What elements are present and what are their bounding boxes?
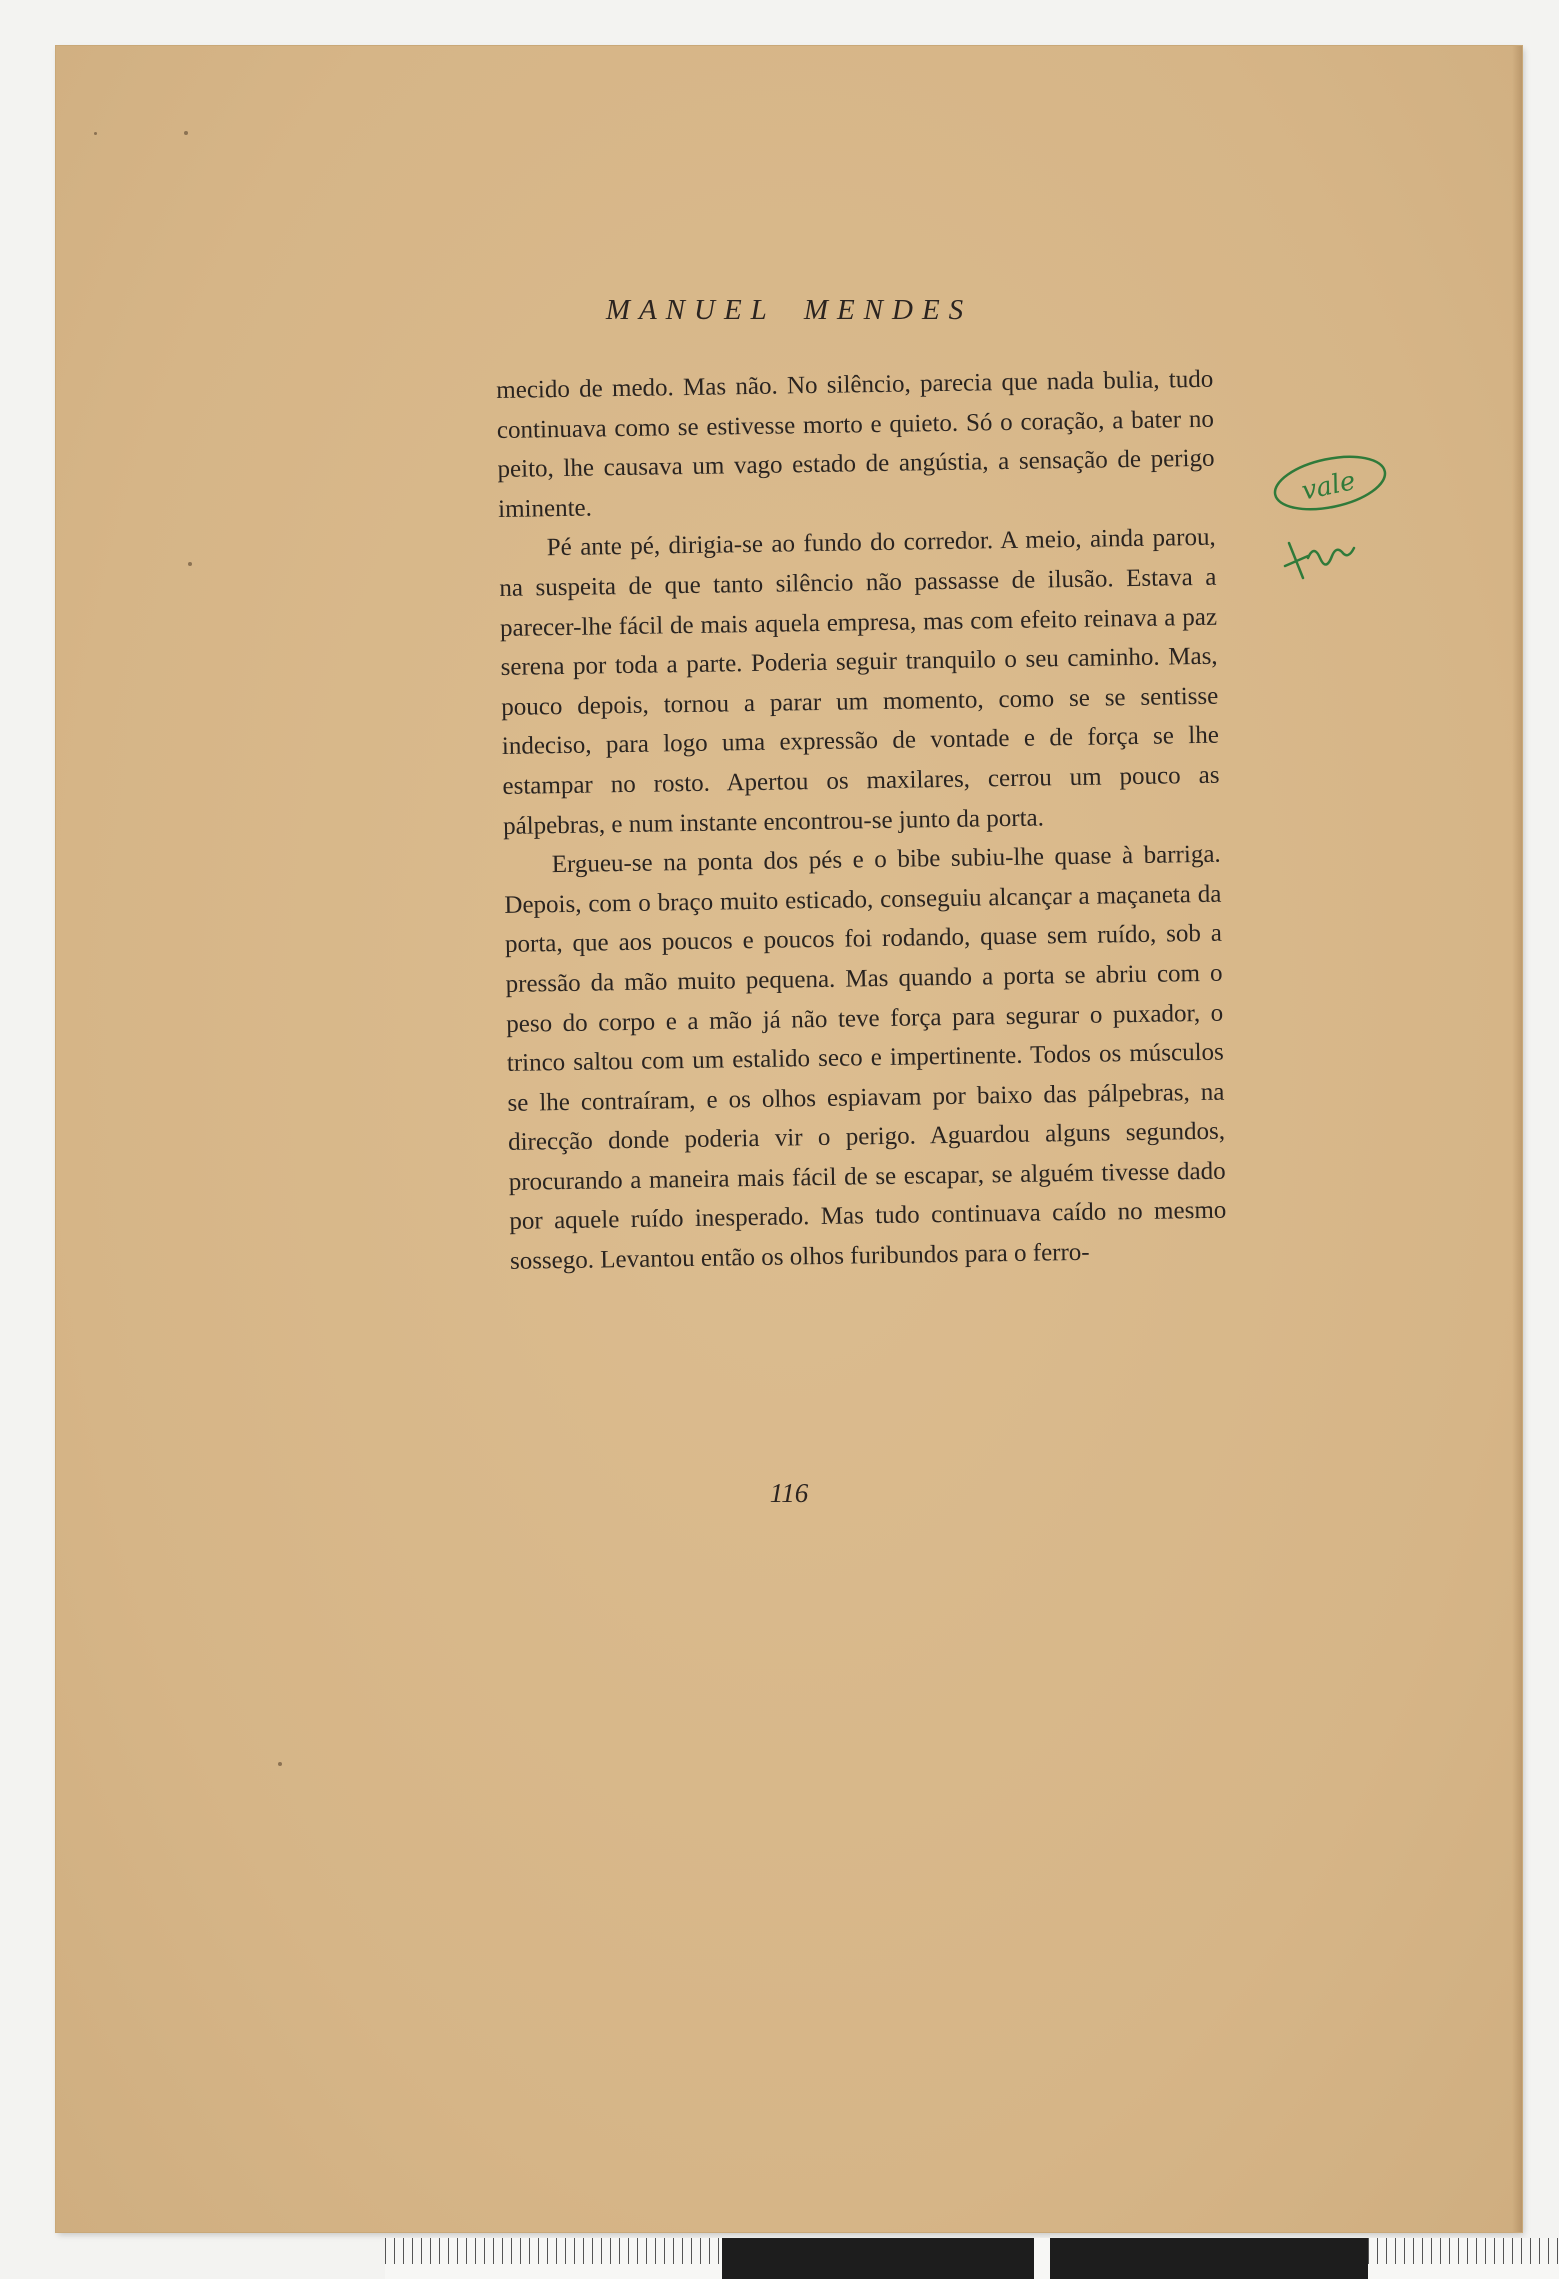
paragraph-2: Pé ante pé, dirigia-se ao fundo do corredor. A meio, ainda parou, na suspeita de que tanto silêncio não passasse de ilusão. Estava a parecer-lhe fácil de mais aquela empresa, mas com efeito reinava a paz serena por toda a parte. Poderia seguir tranquilo o seu caminho. Mas, pouco depois, tornou a parar um momento, como se se sentisse indeciso, para logo uma expressão de vontade e de força se lhe estampar no rosto. Apertou os maxilares, cerrou um pouco as pálpebras, e num instante encontrou-se junto da porta. [499, 524, 1220, 840]
body-text [496, 360, 1227, 1282]
page-number: 116 [769, 1478, 809, 1508]
handwritten-annotation-icon [1263, 448, 1403, 608]
paper-speck [188, 562, 192, 566]
paper-speck [184, 131, 188, 135]
header-author-last: MENDES [803, 294, 973, 326]
ruler-scale-left [385, 2238, 725, 2279]
paragraph-3: Ergueu-se na ponta dos pés e o bibe subiu-lhe quase à barriga. Depois, com o braço muito esticado, conseguiu alcançar a maçaneta da porta, que aos poucos e poucos foi rodando, quase sem ruído, sob a pressão da mão muito pequena. Mas quando a porta se abriu com o peso do corpo e a mão já não teve força para segurar o puxador, o trinco saltou com um estalido seco e impertinente. Todos os músculos se lhe contraíram, e os olhos espiavam por baixo das pálpebras, na direcção donde poderia vir o perigo. Aguardou alguns segundos, procurando a maneira mais fácil de se escapar, se alguém tivesse dado por aquele ruído inesperado. Mas tudo continuava caído no mesmo sossego. Levantou então os olhos furibundos para o ferro- [504, 840, 1227, 1275]
color-calibration-ruler [385, 2238, 1559, 2279]
document-page [56, 46, 1522, 2232]
paragraph-1: mecido de medo. Mas não. No silêncio, parecia que nada bulia, tudo continuava como se estivesse morto e quieto. Só o coração, a bater no peito, lhe causava um vago estado de angústia, a sensação de perigo iminente. [496, 365, 1215, 523]
header-author-first: MANUEL [605, 294, 776, 326]
ruler-black-patch [1050, 2238, 1368, 2279]
ruler-divider [1034, 2238, 1050, 2279]
paper-speck [278, 1762, 282, 1766]
running-header [56, 294, 1522, 327]
ruler-black-patch [722, 2238, 1034, 2279]
paper-speck [94, 132, 97, 135]
margin-note-text: vale [1299, 466, 1359, 507]
ruler-scale-right [1368, 2238, 1559, 2279]
